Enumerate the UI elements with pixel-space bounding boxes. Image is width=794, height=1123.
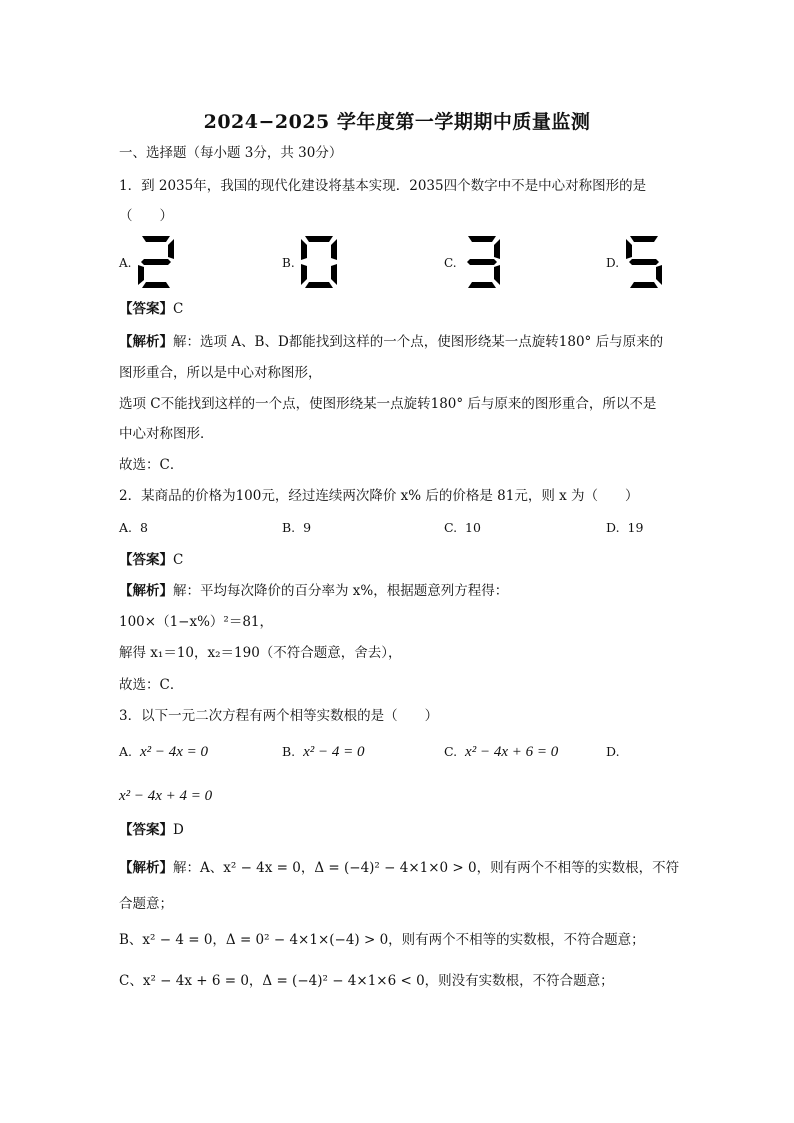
digit-3-image: [464, 236, 500, 288]
analysis-1-line-4: 中心对称图形．: [119, 426, 214, 442]
analysis-3-line-a: 【解析】解：A、x² − 4x = 0，Δ = (−4)² − 4×1×0 > 0，则有两个不相等的实数根，不符: [119, 860, 680, 876]
q3-option-d-value: x² − 4x + 4 = 0: [119, 788, 213, 804]
answer-2: 【答案】C: [119, 552, 184, 568]
analysis-2-line-3: 解得 x₁＝10，x₂＝190（不符合题意，舍去），: [119, 645, 402, 661]
q2-option-a: A. 8: [119, 520, 148, 535]
option-b-label: B.: [282, 256, 295, 270]
q2-option-c: C. 10: [444, 520, 481, 535]
option-a-label: A.: [119, 256, 132, 270]
q2-option-b: B. 9: [282, 520, 312, 535]
analysis-1-line-2: 图形重合，所以是中心对称图形，: [119, 365, 322, 381]
digit-2-image: [138, 236, 174, 288]
q3-option-a: A. x² − 4x = 0: [119, 744, 209, 760]
answer-1: 【答案】C: [119, 301, 184, 317]
q3-option-c: C. x² − 4x + 6 = 0: [444, 744, 559, 760]
question-2-stem: 2．某商品的价格为100元，经过连续两次降价 x% 后的价格是 81元，则 x 为（ ）: [119, 488, 639, 504]
analysis-3-line-b: B、x² − 4 = 0，Δ = 0² − 4×1×(−4) > 0，则有两个不相等的实数根，不符合题意；: [119, 932, 645, 948]
question-3-stem: 3．以下一元二次方程有两个相等实数根的是（ ）: [119, 708, 439, 724]
answer-3: 【答案】D: [119, 822, 184, 838]
choose-2: 故选：C．: [119, 677, 184, 693]
q3-option-b: B. x² − 4 = 0: [282, 744, 365, 760]
question-1-stem: 1．到 2035年，我国的现代化建设将基本实现．2035四个数字中不是中心对称图形的是: [119, 178, 647, 194]
analysis-2-line-1: 【解析】解：平均每次降价的百分率为 x%，根据题意列方程得：: [119, 583, 509, 599]
analysis-3-line-c: C、x² − 4x + 6 = 0，Δ = (−4)² − 4×1×6 < 0，则没有实数根，不符合题意；: [119, 973, 614, 989]
section-heading: 一、选择题（每小题 3分，共 30分）: [119, 145, 343, 161]
q2-option-d: D. 19: [606, 520, 644, 535]
choose-1: 故选：C．: [119, 457, 184, 473]
q3-option-d-label: D.: [606, 744, 620, 759]
digit-5-image: [626, 236, 662, 288]
question-1-stem-paren: （ ）: [119, 208, 173, 224]
analysis-1-line-3: 选项 C不能找到这样的一个点，使图形绕某一点旋转180° 后与原来的图形重合，所以不是: [119, 396, 657, 412]
analysis-2-line-2: 100×（1−x%）²＝81，: [119, 614, 274, 630]
digit-0-image: [301, 236, 337, 288]
option-c-label: C.: [444, 256, 457, 270]
page-title: 2024−2025 学年度第一学期期中质量监测: [203, 111, 591, 133]
analysis-1-line-1: 【解析】解：选项 A、B、D都能找到这样的一个点，使图形绕某一点旋转180° 后与原来的: [119, 334, 664, 350]
analysis-3-line-a-cont: 合题意；: [119, 896, 173, 912]
option-d-label: D.: [606, 256, 620, 270]
